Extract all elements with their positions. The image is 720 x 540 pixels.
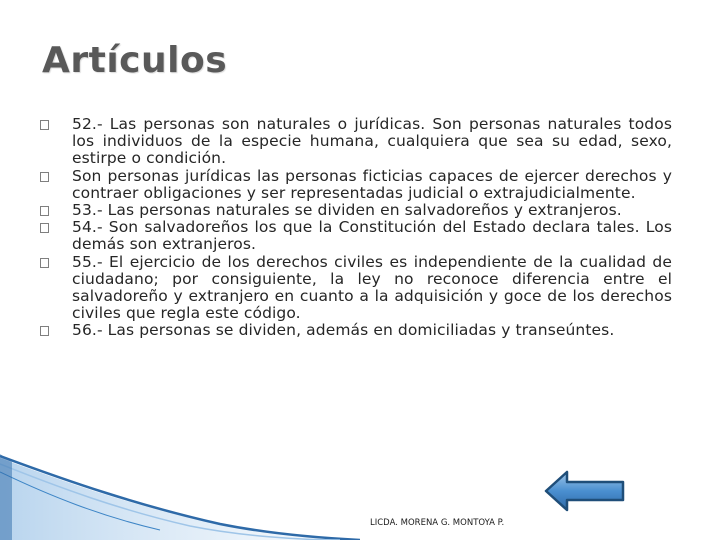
square-bullet-icon <box>40 206 49 216</box>
list-item <box>40 254 672 323</box>
list-item <box>40 322 672 339</box>
slide-title: Artículos <box>42 40 228 81</box>
back-arrow-icon[interactable] <box>543 469 627 513</box>
bullet-text: Son personas jurídicas las personas ficticias capaces de ejercer derechos y contraer obligaciones y ser representadas judicial o extrajudicialmente. <box>72 166 672 202</box>
list-item <box>40 202 672 219</box>
bullet-text: 55.- El ejercicio de los derechos civiles es independiente de la cualidad de ciudadano; por consiguiente, la ley no reconoce diferencia entre el salvadoreño y extranjero en cuanto a la adquisición y goce de los derechos civiles que regla este código. <box>72 252 672 323</box>
footer-author: LICDA. MORENA G. MONTOYA P. <box>370 518 505 528</box>
square-bullet-icon <box>40 326 49 336</box>
square-bullet-icon <box>40 258 49 268</box>
square-bullet-icon <box>40 172 49 182</box>
bullet-text: 56.- Las personas se dividen, además en domiciliadas y transeúntes. <box>72 321 615 340</box>
bullet-text: 53.- Las personas naturales se dividen en salvadoreños y extranjeros. <box>72 201 622 220</box>
square-bullet-icon <box>40 223 49 233</box>
bullet-text: 52.- Las personas son naturales o jurídicas. Son personas naturales todos los individuos de la especie humana, cualquiera que sea su edad, sexo, estirpe o condición. <box>72 115 672 168</box>
list-item <box>40 116 672 168</box>
bullet-list <box>40 116 672 340</box>
corner-wave-decoration <box>0 440 360 540</box>
list-item <box>40 219 672 253</box>
list-item <box>40 168 672 202</box>
square-bullet-icon <box>40 120 49 130</box>
bullet-text: 54.- Son salvadoreños los que la Constitución del Estado declara tales. Los demás son extranjeros. <box>72 218 672 254</box>
